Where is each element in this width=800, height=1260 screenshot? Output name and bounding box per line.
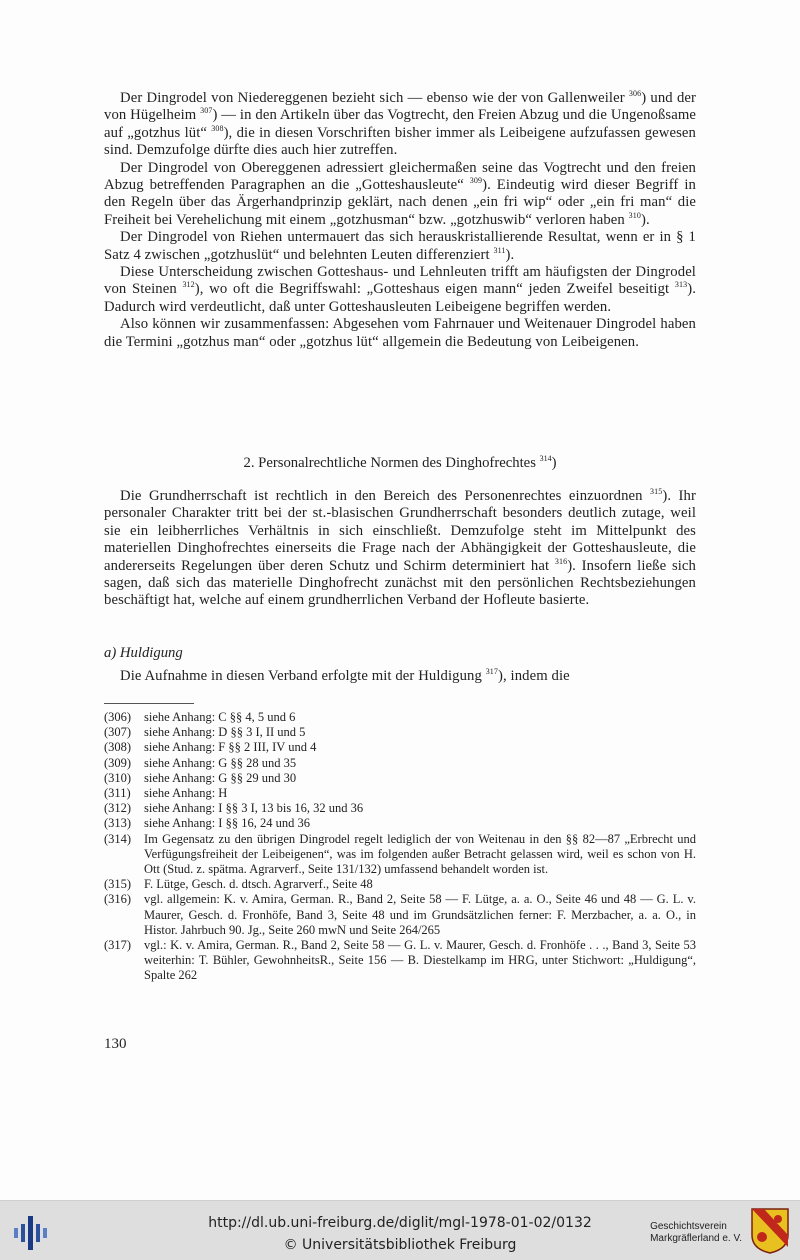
footnote-text: siehe Anhang: G §§ 28 und 35	[144, 755, 297, 770]
footnote-ref[interactable]: 310	[628, 210, 641, 220]
footnote-number: (306)	[104, 710, 132, 724]
footnote-item	[104, 892, 696, 938]
text-run: ). Dadurch wird verdeutlicht, daß unter Gotteshausleuten Leibeigene begriffen werden.	[104, 281, 696, 315]
footnote-text: siehe Anhang: H	[144, 786, 228, 801]
text-run: ) und der von Hügelheim	[104, 90, 697, 124]
footnote-item	[104, 786, 696, 801]
footnote-text: vgl. allgemein: K. v. Amira, German. R., Band 2, Seite 58 — F. Lütge, a. a. O., Seite 46 und 48 — G. L. v. Maurer, Gesch. d. Fronhöfe, Band 3, Seite 48 und im Grundsätzlichen ferner: F. Merzbacher, a. a. O., in Histor. Jahrbuch 90. Jg., Seite 260 mwN und Seite 264/265	[144, 892, 696, 937]
footnote-item	[104, 756, 696, 771]
footnote-number: (311)	[104, 786, 131, 801]
text-run: Die Grundherrschaft ist rechtlich in den Bereich des Personenrechtes einzuordnen	[120, 488, 651, 504]
footnote-number: (316)	[104, 892, 132, 907]
footnote-ref[interactable]: 317	[485, 667, 499, 677]
footnotes	[104, 710, 696, 984]
footnote-number: (312)	[104, 801, 132, 816]
subsection-heading: a) Huldigung	[104, 645, 183, 661]
footnote-ref[interactable]: 316	[554, 556, 568, 566]
text-run: ). Ihr personaler Charakter tritt bei der st.-blasischen Grundherrschaft besonders deutlich zutage, weil sie ein leibherrliches Verhältnis in sich einschließt. Demzufolge steht im Mittelpunkt des materiellen Dinghofrechtes einerseits die Frage nach der Abhängigkeit der Gotteshausleute, die andererseits Regelungen über deren Schutz und Schirm determiniert hat	[104, 488, 696, 574]
viewer-footer	[0, 1200, 800, 1260]
text-run: ) — in den Artikeln über das Vogtrecht, den Freien Abzug und die Ungenoßsame auf „gotzhus lüt“	[104, 107, 696, 141]
footnote-number: (314)	[104, 831, 132, 846]
body-text-section	[104, 488, 696, 610]
paragraph	[104, 160, 696, 230]
footnote-item	[104, 771, 696, 786]
publisher-line-1: Geschichtsverein	[650, 1221, 727, 1232]
footnote-text: siehe Anhang: F §§ 2 III, IV und 4	[144, 740, 317, 755]
footnote-item	[104, 710, 696, 725]
footnote-item	[104, 801, 696, 816]
paragraph	[104, 229, 696, 264]
text-run: ). Eindeutig wird dieser Begriff in den Regeln über das Ärgerhandprinzip geklärt, nach denen „ein fri wip“ oder „ein fri man“ die Freiheit bei Verehelichung mit einem „gotzhusman“ bzw. „gotzhuswib“ verloren haben	[104, 177, 696, 228]
footnote-text: siehe Anhang: I §§ 3 I, 13 bis 16, 32 und 36	[144, 801, 364, 816]
text-run: Der Dingrodel von Niedereggenen bezieht sich — ebenso wie der von Gallenweiler	[120, 90, 629, 106]
text-run: Also können wir zusammenfassen: Abgesehen vom Fahrnauer und Weitenauer Dingrodel haben die Termini „gotzhus man“ oder „gotzhus lüt“ allgemein die Bedeutung von Leibeigenen.	[104, 316, 696, 350]
text-run: 2. Personalrechtliche Normen des Dinghofrechtes	[243, 455, 540, 471]
footnote-ref[interactable]: 309	[469, 176, 483, 186]
paragraph	[104, 316, 696, 351]
paragraph	[104, 90, 696, 160]
footnote-item	[104, 832, 696, 878]
text-run: ), indem die	[498, 668, 570, 684]
text-run: ).	[505, 246, 515, 263]
text-run: ), die in diesen Vorschriften bisher immer als Leibeigene aufzufassen gewesen sind. Demzufolge dürfte dies auch hier zutreffen.	[104, 124, 696, 159]
footnote-ref[interactable]: 315	[650, 487, 663, 497]
footnote-ref[interactable]: 312	[182, 280, 195, 290]
footnote-ref[interactable]: 313	[674, 280, 688, 290]
footnote-number: (309)	[104, 755, 132, 770]
footnote-ref[interactable]: 308	[211, 123, 224, 133]
footnote-item	[104, 740, 696, 755]
footnote-item	[104, 725, 696, 740]
text-run: ). Insofern ließe sich sagen, daß sich das materielle Dinghofrecht zunächst mit den persönlichen Rechtsbeziehungen beschäftigt hat, welche auf einem grundherrlichen Verband der Hofleute basierte.	[104, 557, 696, 609]
text-run: Diese Unterscheidung zwischen Gotteshaus- und Lehnleuten trifft am häufigsten der Dingrodel von Steinen	[104, 264, 696, 298]
section-heading	[104, 455, 696, 472]
footnote-item	[104, 816, 696, 831]
footnote-ref[interactable]: 306	[628, 89, 642, 99]
footnote-item	[104, 938, 696, 984]
footnote-text: Im Gegensatz zu den übrigen Dingrodel regelt lediglich der von Weitenau in den §§ 82—87 „Erbrecht und Verfügungsfreiheit der Leibeigenen“, was im folgenden außer Betracht gelassen wird, weil es schon von H. Ott (Stud. z. spätma. Agrarverf., Seite 131/132) umfassend behandelt worden ist.	[144, 831, 696, 877]
footnote-text: siehe Anhang: C §§ 4, 5 und 6	[144, 710, 296, 724]
publisher-line-2: Markgräflerland e. V.	[650, 1233, 742, 1244]
footnote-number: (313)	[104, 816, 132, 831]
coat-of-arms-icon	[750, 1207, 790, 1255]
footnote-text: vgl.: K. v. Amira, German. R., Band 2, Seite 58 — G. L. v. Maurer, Gesch. d. Fronhöfe . . ., Band 3, Seite 53 weiterhin: T. Bühler, GewohnheitsR., Seite 156 — B. Diestelkamp im HRG, unter Stichwort: „Huldigung“, Spalte 262	[144, 938, 696, 983]
footnote-ref[interactable]: 314	[539, 454, 552, 464]
body-text-top	[104, 90, 696, 351]
footnote-ref[interactable]: 311	[493, 245, 506, 255]
text-run: Der Dingrodel von Obereggenen adressiert gleichermaßen seine das Vogtrecht und den freien Abzug betreffenden Paragraphen an die „Gotteshausleute“	[104, 159, 696, 194]
footnote-item	[104, 877, 696, 892]
text-run: ).	[640, 211, 650, 228]
copyright-notice: © Universitätsbibliothek Freiburg	[283, 1237, 517, 1253]
text-run: Der Dingrodel von Riehen untermauert das sich herauskristallierende Resultat, wenn er in § 1 Satz 4 zwischen „gotzhuslüt“ und belehnten Leuten differenziert	[104, 229, 696, 263]
document-url[interactable]: http://dl.ub.uni-freiburg.de/diglit/mgl-1978-01-02/0132	[208, 1215, 592, 1231]
text-run: Die Aufnahme in diesen Verband erfolgte mit der Huldigung	[120, 668, 486, 684]
publisher-name	[650, 1221, 742, 1245]
footnote-text: siehe Anhang: I §§ 16, 24 und 36	[144, 816, 310, 831]
footnote-number: (317)	[104, 938, 132, 953]
footnote-number: (308)	[104, 740, 132, 755]
page-number: 130	[104, 1036, 127, 1052]
text-run: )	[551, 455, 557, 471]
footnote-number: (315)	[104, 877, 132, 892]
body-text-huldigung	[104, 668, 696, 685]
footnote-text: siehe Anhang: G §§ 29 und 30	[144, 770, 297, 785]
paragraph	[104, 668, 696, 685]
text-run: ), wo oft die Begriffswahl: „Gotteshaus eigen mann“ jeden Zweifel beseitigt	[194, 281, 675, 298]
footnote-text: F. Lütge, Gesch. d. dtsch. Agrarverf., Seite 48	[144, 877, 373, 892]
footnote-text: siehe Anhang: D §§ 3 I, II und 5	[144, 725, 306, 740]
footnote-divider	[104, 703, 194, 704]
footnote-number: (310)	[104, 770, 132, 785]
footnote-ref[interactable]: 307	[200, 106, 213, 116]
paragraph	[104, 488, 696, 610]
footnote-number: (307)	[104, 725, 132, 740]
paragraph	[104, 264, 696, 316]
